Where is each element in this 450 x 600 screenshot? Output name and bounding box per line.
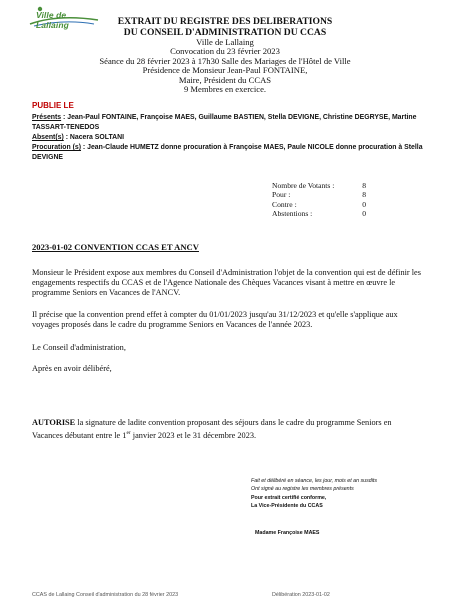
header-line: Séance du 28 février 2023 à 17h30 Salle des Mariages de l'Hôtel de Ville [99, 55, 351, 66]
certification-block [251, 477, 377, 511]
vote-value: 0 [362, 209, 366, 219]
present-label: Présents [32, 114, 62, 121]
signatory-name: Madame Françoise MAES [255, 530, 320, 536]
document-header [0, 17, 450, 94]
vote-label: Contre : [272, 199, 297, 209]
header-line: Convocation du 23 février 2023 [170, 46, 280, 57]
vote-row [272, 190, 366, 199]
paragraph-council: Le Conseil d'administration, [32, 343, 126, 352]
paragraph-dates: Il précise que la convention prend effet à compter du 01/01/2023 jusqu'au 31/12/2023 et qu'elle s'applique aux voyages proposés dans le cadre du programme Seniors en Vacances de l'année 2023. [32, 310, 398, 330]
deliberation-title: 2023-01-02 CONVENTION CCAS ET ANCV [32, 242, 199, 252]
vote-row [272, 200, 366, 209]
paragraph-authorize [32, 418, 424, 441]
published-label: PUBLIE LE [32, 101, 74, 110]
vote-value: 8 [362, 181, 366, 190]
absent-members [32, 133, 424, 143]
present-members [32, 113, 424, 132]
proxy-members [32, 143, 424, 162]
authorize-text-end: janvier 2023 et le 31 décembre 2023. [130, 430, 257, 440]
paragraph-deliberated: Après en avoir délibéré, [32, 364, 112, 373]
logo-text: Ville de Lallaing [36, 10, 69, 30]
footer-right: Délibération 2023-01-02 [272, 592, 330, 598]
absent-text: : Nacera SOLTANI [63, 134, 125, 141]
proxy-text: : Jean-Claude HUMETZ donne procuration à Françoise MAES, Paule NICOLE donne procuration à Stella DEVIGNE [32, 144, 423, 161]
vote-label: Nombre de Votants : [272, 181, 335, 190]
header-line: Présidence de Monsieur Jean-Paul FONTAINE, [142, 65, 308, 76]
authorize-superscript: er [126, 430, 131, 437]
header-line: 9 Membres en exercice. [183, 84, 267, 95]
authorize-keyword: AUTORISE [32, 418, 76, 427]
vote-label: Pour : [272, 190, 291, 200]
paragraph-intro: Monsieur le Président expose aux membres du Conseil d'Administration l'objet de la convention qui est de définir les engagements respectifs du CCAS et de l'Agence Nationale des Chèques Vacances visant à mettre en œuvre le programme Seniors en Vacances de l'ANCV. [32, 268, 421, 298]
vote-label: Abstentions : [272, 209, 313, 219]
header-title-line1: EXTRAIT DU REGISTRE DES DELIBERATIONS [117, 16, 333, 27]
header-line: Maire, Président du CCAS [178, 74, 272, 85]
certification-line: Pour extrait certifié conforme, [251, 494, 327, 501]
certification-line: Ont signé au registre les membres présents [251, 486, 354, 493]
absent-label: Absent(s) [32, 134, 64, 141]
proxy-label: Procuration (s) [32, 144, 82, 151]
header-line: Ville de Lallaing [196, 37, 254, 47]
present-text: : Jean-Paul FONTAINE, Françoise MAES, Guillaume BASTIEN, Stella DEVIGNE, Christine DEGRYSE, Martine TASSART-TENEDOS [32, 114, 417, 131]
header-title-line2: DU CONSEIL D'ADMINISTRATION DU CCAS [123, 26, 327, 38]
footer-left: CCAS de Lallaing Conseil d'administration du 28 février 2023 [32, 592, 179, 598]
vote-row [272, 181, 366, 190]
certification-line: Fait et délibéré en séance, les jour, mois et an susdits [251, 478, 378, 484]
vote-row [272, 209, 366, 218]
page-footer [32, 592, 424, 598]
vote-value: 8 [362, 190, 366, 200]
vote-value: 0 [362, 199, 366, 209]
vote-tally [272, 181, 366, 219]
certification-line: La Vice-Présidente du CCAS [251, 503, 323, 510]
authorize-text: la signature de ladite convention proposant des séjours dans le cadre du programme Seniors en Vacances débutant entre le 1 [32, 418, 392, 440]
